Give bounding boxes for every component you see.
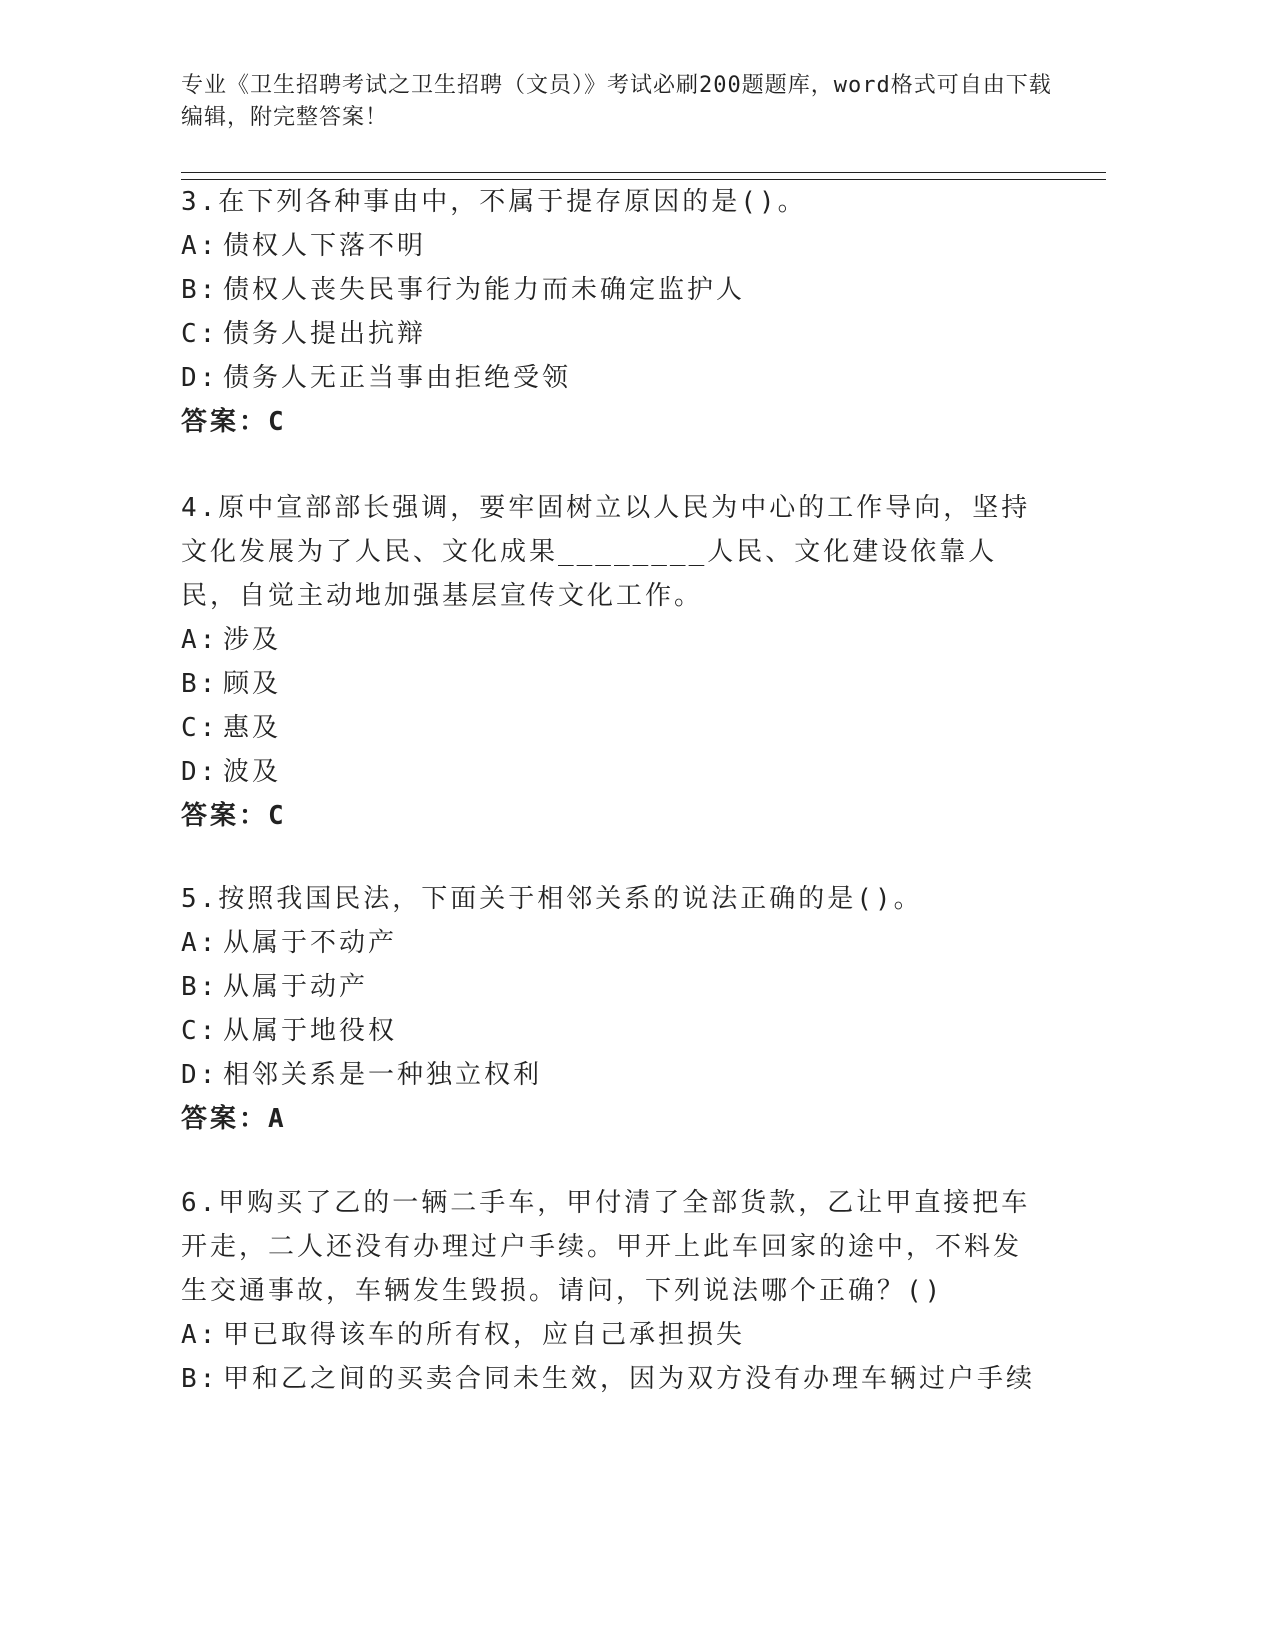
option-text: 顾及	[223, 669, 282, 699]
option-text: 从属于动产	[223, 972, 369, 1002]
option-text: 相邻关系是一种独立权利	[223, 1060, 543, 1090]
option-text: 涉及	[223, 625, 282, 655]
option-text: 从属于地役权	[223, 1016, 398, 1046]
option-text: 从属于不动产	[223, 928, 398, 958]
question-3	[181, 180, 1041, 444]
option-text: 债权人下落不明	[223, 231, 427, 261]
option-letter: C:	[181, 713, 219, 743]
option-letter: C:	[181, 1016, 219, 1046]
option-letter: A:	[181, 231, 219, 261]
option-letter: A:	[181, 625, 219, 655]
option-text: 波及	[223, 757, 282, 787]
option-d	[181, 356, 1041, 400]
option-letter: A:	[181, 1320, 219, 1350]
option-letter: B:	[181, 972, 219, 1002]
option-letter: D:	[181, 363, 219, 393]
option-c	[181, 706, 1041, 750]
document-header	[181, 70, 1061, 134]
option-text: 甲已取得该车的所有权，应自己承担损失	[223, 1320, 746, 1350]
question-stem: 4.原中宣部部长强调，要牢固树立以人民为中心的工作导向，坚持文化发展为了人民、文化成果________人民、文化建设依靠人民，自觉主动地加强基层宣传文化工作。	[181, 493, 1031, 611]
option-text: 债务人提出抗辩	[223, 319, 427, 349]
option-letter: A:	[181, 928, 219, 958]
question-4	[181, 486, 1041, 838]
option-letter: D:	[181, 757, 219, 787]
option-d	[181, 750, 1041, 794]
document-title: 专业《卫生招聘考试之卫生招聘（文员）》考试必刷200题题库，word格式可自由下载编辑，附完整答案！	[181, 73, 1052, 130]
answer-line: 答案：A	[181, 1104, 287, 1134]
question-stem: 3.在下列各种事由中，不属于提存原因的是()。	[181, 187, 807, 217]
option-d	[181, 1053, 1041, 1097]
option-b	[181, 268, 1041, 312]
option-a	[181, 224, 1041, 268]
option-c	[181, 312, 1041, 356]
question-6	[181, 1181, 1041, 1401]
question-5	[181, 877, 1041, 1141]
option-b	[181, 662, 1041, 706]
option-a	[181, 1313, 1041, 1357]
option-letter: B:	[181, 275, 219, 305]
option-letter: D:	[181, 1060, 219, 1090]
option-a	[181, 618, 1041, 662]
question-stem: 5.按照我国民法，下面关于相邻关系的说法正确的是()。	[181, 884, 923, 914]
option-text: 债务人无正当事由拒绝受领	[223, 363, 572, 393]
option-a	[181, 921, 1041, 965]
header-divider-top	[181, 172, 1106, 173]
option-text: 甲和乙之间的买卖合同未生效，因为双方没有办理车辆过户手续	[223, 1364, 1036, 1394]
answer-line: 答案：C	[181, 407, 287, 437]
option-text: 惠及	[223, 713, 282, 743]
option-letter: C:	[181, 319, 219, 349]
option-b	[181, 1357, 1041, 1401]
option-letter: B:	[181, 1364, 219, 1394]
question-stem: 6.甲购买了乙的一辆二手车，甲付清了全部货款，乙让甲直接把车开走，二人还没有办理过户手续。甲开上此车回家的途中，不料发生交通事故，车辆发生毁损。请问，下列说法哪个正确？()	[181, 1188, 1031, 1306]
option-letter: B:	[181, 669, 219, 699]
option-b	[181, 965, 1041, 1009]
option-c	[181, 1009, 1041, 1053]
answer-line: 答案：C	[181, 801, 287, 831]
option-text: 债权人丧失民事行为能力而未确定监护人	[223, 275, 746, 305]
